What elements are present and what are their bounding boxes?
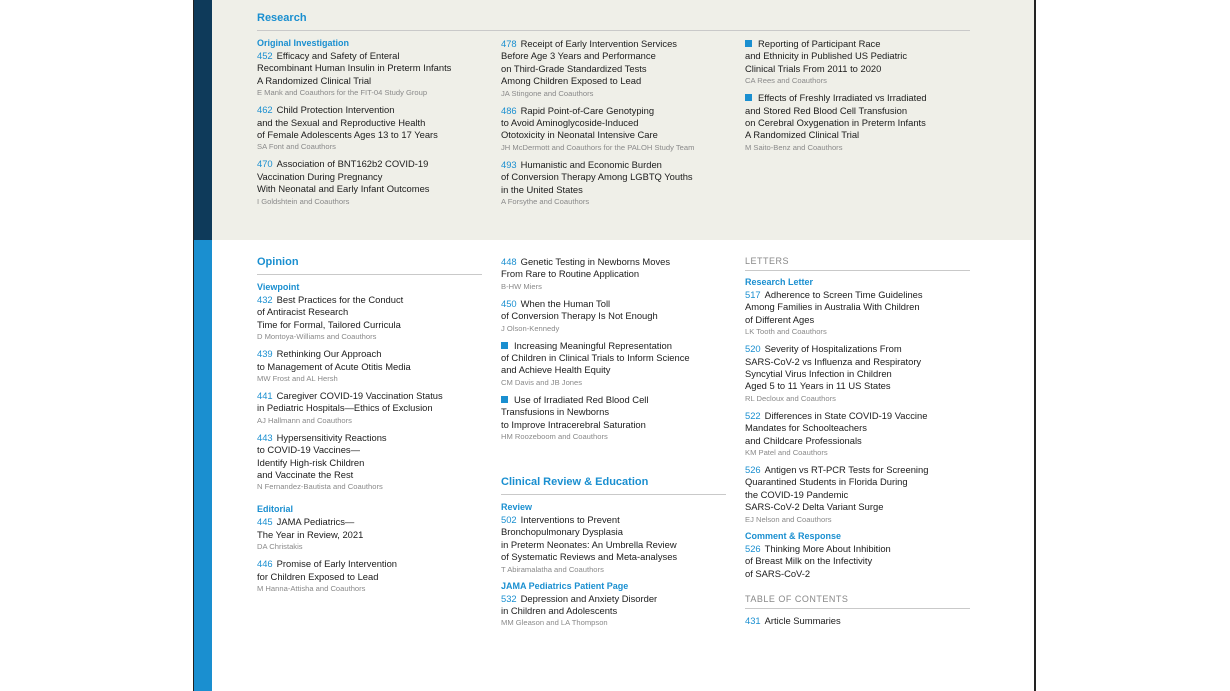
article-title xyxy=(745,615,985,627)
article-authors: HM Roozeboom and Coauthors xyxy=(501,432,608,442)
toc-entry[interactable] xyxy=(745,343,985,404)
toc-entry[interactable] xyxy=(257,158,497,206)
opinion-rule xyxy=(257,274,482,275)
research-section-title: Research xyxy=(257,12,307,24)
page-number: 517 xyxy=(745,289,761,300)
article-authors: EJ Nelson and Coauthors xyxy=(745,514,832,524)
article-title xyxy=(501,298,736,323)
page-number: 526 xyxy=(745,542,761,554)
research-col-1 xyxy=(257,38,497,213)
article-authors: N Fernandez-Bautista and Coauthors xyxy=(257,482,383,492)
article-title-text: Caregiver COVID-19 Vaccination Status in Pediatric Hospitals—Ethics of Exclusion xyxy=(257,390,443,414)
article-title-text: Child Protection Intervention and the Sexual and Reproductive Health of Female Adolescents Ages 13 to 17 Years xyxy=(257,104,438,141)
online-only-icon xyxy=(501,396,508,403)
article-title-text: JAMA Pediatrics— The Year in Review, 2021 xyxy=(257,516,364,540)
page-number: 432 xyxy=(257,294,273,305)
letters-col xyxy=(745,256,985,633)
editorial-list xyxy=(257,516,492,594)
article-authors: CA Rees and Coauthors xyxy=(745,76,827,86)
viewpoint-list xyxy=(257,294,492,492)
page-number: 526 xyxy=(745,464,761,476)
toc-entry[interactable] xyxy=(501,340,736,388)
toc-entry[interactable] xyxy=(257,432,492,493)
article-authors: T Abiramalatha and Coauthors xyxy=(501,564,604,574)
article-title-text: Hypersensitivity Reactions to COVID-19 Vaccines— Identify High-risk Children and Vaccinate the Rest xyxy=(257,431,387,481)
article-title xyxy=(257,432,492,482)
letters-rule xyxy=(745,270,970,271)
letters-label: LETTERS xyxy=(745,256,790,266)
article-authors: LK Tooth and Coauthors xyxy=(745,327,827,337)
comment-list xyxy=(745,543,985,580)
article-title xyxy=(745,464,985,514)
research-side-bar xyxy=(194,0,212,240)
research-col-2 xyxy=(501,38,741,213)
research-col1-list xyxy=(257,50,497,207)
toc-entry[interactable] xyxy=(745,289,985,337)
article-title-text: Genetic Testing in Newborns Moves From Rare to Routine Application xyxy=(501,256,671,280)
opinion-col-1 xyxy=(257,282,492,600)
opinion-side-bar xyxy=(194,240,212,691)
toc-entry[interactable] xyxy=(745,543,985,580)
page-number: 445 xyxy=(257,516,273,528)
article-title xyxy=(257,294,492,331)
toc-entry[interactable] xyxy=(745,464,985,525)
article-title-text: Interventions to Prevent Bronchopulmonary Dysplasia in Preterm Neonates: An Umbrella Review of Systematic Reviews and Meta-analyses xyxy=(501,514,678,563)
toc-entry[interactable] xyxy=(501,514,736,575)
article-authors: KM Patel and Coauthors xyxy=(745,448,828,458)
page-number: 470 xyxy=(257,158,273,170)
review-subhead: Review xyxy=(501,502,533,512)
article-title-text: Use of Irradiated Red Blood Cell Transfusions in Newborns to Improve Intracerebral Saturation xyxy=(501,393,649,430)
page-number: 520 xyxy=(745,343,761,355)
article-authors: AJ Hallmann and Coauthors xyxy=(257,415,352,425)
clinical-col xyxy=(501,502,736,634)
toc-rule xyxy=(745,608,970,609)
article-title xyxy=(501,593,736,618)
page-number: 452 xyxy=(257,50,273,61)
patient-page-list xyxy=(501,593,736,629)
article-title-text: Adherence to Screen Time Guidelines Among Families in Australia With Children of Different Ages xyxy=(745,289,923,325)
article-title xyxy=(501,38,741,88)
toc-entry[interactable] xyxy=(745,410,985,458)
page-number: 493 xyxy=(501,158,517,170)
page-number: 439 xyxy=(257,348,273,360)
article-title-text: Association of BNT162b2 COVID-19 Vaccination During Pregnancy With Neonatal and Early Infant Outcomes xyxy=(257,158,430,195)
article-title xyxy=(745,543,985,580)
article-authors: JA Stingone and Coauthors xyxy=(501,88,594,98)
article-title xyxy=(745,38,985,75)
clinical-section-title: Clinical Review & Education xyxy=(501,476,649,488)
article-authors: SA Font and Coauthors xyxy=(257,142,336,152)
article-title xyxy=(257,158,497,195)
article-title xyxy=(257,348,492,373)
article-title xyxy=(257,516,492,541)
research-col2-list xyxy=(501,38,741,207)
toc-entry[interactable] xyxy=(257,558,492,594)
toc-entry[interactable] xyxy=(257,104,497,152)
article-title-text: Humanistic and Economic Burden of Conversion Therapy Among LGBTQ Youths in the United States xyxy=(501,158,693,195)
article-authors: JH McDermott and Coauthors for the PALOH Study Team xyxy=(501,142,695,152)
online-only-icon xyxy=(745,94,752,101)
page-number: 462 xyxy=(257,104,273,116)
article-title xyxy=(501,256,736,281)
toc-entry[interactable] xyxy=(501,159,741,207)
article-authors: DA Christakis xyxy=(257,542,303,552)
article-title-text: Depression and Anxiety Disorder in Children and Adolescents xyxy=(501,592,658,617)
page-number: 431 xyxy=(745,614,761,626)
toc-entry[interactable] xyxy=(501,256,736,292)
page-number: 448 xyxy=(501,256,517,267)
article-title xyxy=(257,104,497,141)
page-number: 522 xyxy=(745,409,761,421)
article-title xyxy=(745,410,985,447)
article-title-text: Efficacy and Safety of Enteral Recombinant Human Insulin in Preterm Infants A Randomized Clinical Trial xyxy=(257,50,452,86)
online-only-icon xyxy=(745,40,752,47)
article-title-text: Effects of Freshly Irradiated vs Irradiated and Stored Red Blood Cell Transfusion on Cerebral Oxygenation in Preterm Infants A Randomized Clinical Trial xyxy=(745,92,927,141)
article-title-text: Article Summaries xyxy=(764,614,841,626)
toc-label: TABLE OF CONTENTS xyxy=(745,593,849,604)
original-investigation-subhead: Original Investigation xyxy=(257,38,350,48)
article-title xyxy=(257,50,497,87)
article-title-text: Differences in State COVID-19 Vaccine Mandates for Schoolteachers and Childcare Professionals xyxy=(745,409,928,446)
article-title-text: Reporting of Participant Race and Ethnicity in Published US Pediatric Clinical Trials From 2011 to 2020 xyxy=(745,38,908,74)
article-title xyxy=(501,340,736,377)
online-only-icon xyxy=(501,342,508,349)
article-title xyxy=(501,159,741,196)
page-number: 443 xyxy=(257,431,273,443)
toc-entry[interactable] xyxy=(501,38,741,99)
article-authors: MW Frost and AL Hersh xyxy=(257,374,338,384)
page-number: 502 xyxy=(501,514,517,525)
toc-entry[interactable] xyxy=(745,92,985,153)
research-col-3 xyxy=(745,38,985,159)
article-title-text: Thinking More About Inhibition of Breast Milk on the Infectivity of SARS-CoV-2 xyxy=(745,542,891,579)
article-title-text: Best Practices for the Conduct of Antiracist Research Time for Formal, Tailored Curricula xyxy=(257,294,404,330)
article-title-text: Rapid Point-of-Care Genotyping to Avoid Aminoglycoside-Induced Ototoxicity in Neonatal Intensive Care xyxy=(501,104,658,141)
article-title-text: Rethinking Our Approach to Management of Acute Otitis Media xyxy=(257,348,411,372)
viewpoint-subhead: Viewpoint xyxy=(257,282,300,292)
article-title xyxy=(501,105,741,142)
editorial-subhead: Editorial xyxy=(257,504,294,515)
article-title xyxy=(257,390,492,415)
page-number: 486 xyxy=(501,104,517,116)
article-title-text: Increasing Meaningful Representation of Children in Clinical Trials to Inform Science and Achieve Health Equity xyxy=(501,339,690,376)
toc-entry[interactable] xyxy=(501,394,736,442)
toc-page xyxy=(193,0,1036,691)
article-title xyxy=(257,558,492,583)
opinion-col2-list xyxy=(501,256,736,442)
article-title xyxy=(745,289,985,326)
article-title-text: When the Human Toll of Conversion Therapy Is Not Enough xyxy=(501,297,658,322)
article-authors: E Mank and Coauthors for the FIT-04 Study Group xyxy=(257,88,428,98)
toc-entry[interactable] xyxy=(257,294,492,342)
article-authors: D Montoya-Williams and Coauthors xyxy=(257,332,377,342)
toc-entry[interactable] xyxy=(257,50,497,98)
toc-entry[interactable] xyxy=(745,615,985,627)
toc-list xyxy=(745,615,985,627)
article-authors: CM Davis and JB Jones xyxy=(501,377,583,387)
toc-entry[interactable] xyxy=(745,38,985,86)
page-number: 446 xyxy=(257,558,273,570)
toc-entry[interactable] xyxy=(257,390,492,426)
review-list xyxy=(501,514,736,575)
page-number: 450 xyxy=(501,297,517,309)
article-title-text: Receipt of Early Intervention Services Before Age 3 Years and Performance on Third-Grade Standardized Tests Among Children Exposed to Lead xyxy=(501,38,677,87)
article-authors: B-HW Miers xyxy=(501,281,542,291)
article-authors: RL Decloux and Coauthors xyxy=(745,393,836,403)
page-number: 441 xyxy=(257,390,273,402)
patient-page-subhead: JAMA Pediatrics Patient Page xyxy=(501,580,629,591)
article-authors: MM Gleason and LA Thompson xyxy=(501,618,608,628)
toc-entry[interactable] xyxy=(501,105,741,153)
toc-entry[interactable] xyxy=(257,516,492,552)
clinical-rule xyxy=(501,494,726,495)
comment-response-subhead: Comment & Response xyxy=(745,530,842,541)
page-number: 478 xyxy=(501,38,517,49)
page-number: 532 xyxy=(501,592,517,604)
article-authors: J Olson-Kennedy xyxy=(501,323,560,333)
article-title xyxy=(745,343,985,393)
article-title xyxy=(501,394,736,431)
article-title-text: Antigen vs RT-PCR Tests for Screening Quarantined Students in Florida During the COVID-19 Pandemic SARS-CoV-2 Delta Variant Surge xyxy=(745,464,929,513)
toc-entry[interactable] xyxy=(501,593,736,629)
research-rule xyxy=(257,30,970,31)
article-authors: M Saito-Benz and Coauthors xyxy=(745,142,843,152)
opinion-section-title: Opinion xyxy=(257,256,299,268)
article-authors: M Hanna-Attisha and Coauthors xyxy=(257,584,366,594)
article-authors: I Goldshtein and Coauthors xyxy=(257,196,350,206)
research-letter-subhead: Research Letter xyxy=(745,277,814,287)
research-col3-list xyxy=(745,38,985,153)
article-title-text: Promise of Early Intervention for Children Exposed to Lead xyxy=(257,558,398,582)
opinion-col-2 xyxy=(501,256,736,448)
article-authors: A Forsythe and Coauthors xyxy=(501,197,590,207)
article-title xyxy=(745,92,985,142)
research-letter-list xyxy=(745,289,985,525)
article-title xyxy=(501,514,736,564)
toc-entry[interactable] xyxy=(257,348,492,384)
article-title-text: Severity of Hospitalizations From SARS-CoV-2 vs Influenza and Respiratory Syncytial Virus Infection in Children Aged 5 to 11 Years in 11 US States xyxy=(745,343,922,392)
toc-entry[interactable] xyxy=(501,298,736,334)
